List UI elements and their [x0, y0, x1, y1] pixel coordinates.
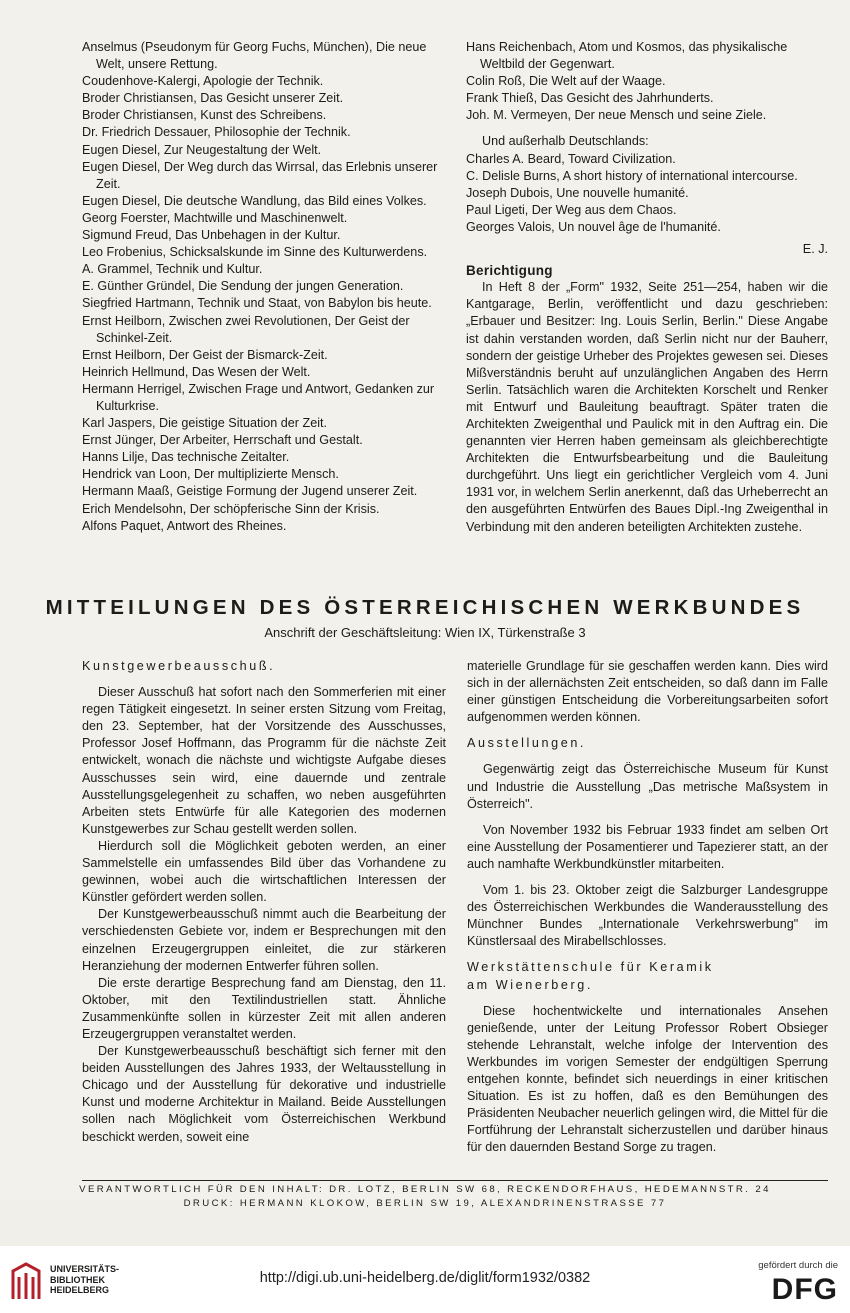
reference-item: Ernst Jünger, Der Arbeiter, Herrschaft und Gestalt. — [82, 433, 363, 448]
article-left-column — [82, 658, 446, 1146]
reference-item: Joh. M. Vermeyen, Der neue Mensch und seine Ziele. — [466, 108, 767, 123]
dfg-logo: DFG — [771, 1273, 838, 1306]
reference-item: Georg Foerster, Machtwille und Maschinenwelt. — [82, 210, 348, 225]
section-title: MITTEILUNGEN DES ÖSTERREICHISCHEN WERKBUNDES — [45, 596, 805, 619]
reference-item: Karl Jaspers, Die geistige Situation der Zeit. — [82, 416, 327, 431]
footer-rule — [82, 1180, 828, 1181]
reference-item: Heinrich Hellmund, Das Wesen der Welt. — [82, 364, 311, 379]
reference-item: Ernst Heilborn, Der Geist der Bismarck-Zeit. — [82, 347, 328, 362]
paragraph: Die erste derartige Besprechung fand am Dienstag, den 11. Oktober, mit den Textilindustriellen statt. Ähnliche Zusammenkünfte sollen in kürzester Zeit mit allen anderen Erzeugergruppen veranstaltet werden. — [82, 975, 446, 1041]
reference-item: Charles A. Beard, Toward Civilization. — [466, 151, 676, 166]
reference-item: E. Günther Gründel, Die Sendung der jungen Generation. — [82, 279, 404, 294]
imprint-line: VERANTWORTLICH FÜR DEN INHALT: DR. LOTZ, BERLIN SW 68, RECKENDORFHAUS, HEDEMANNSTR. 24 — [79, 1184, 771, 1195]
reference-item: Eugen Diesel, Die deutsche Wandlung, das Bild eines Volkes. — [82, 193, 427, 208]
reference-item: Alfons Paquet, Antwort des Rheines. — [82, 518, 287, 533]
reference-list-left — [82, 39, 445, 535]
reference-item: Hans Reichenbach, Atom und Kosmos, das physikalische Weltbild der Gegenwart. — [466, 40, 788, 72]
funding-caption: gefördert durch die — [758, 1260, 838, 1271]
article-right-column — [467, 658, 828, 1156]
paragraph: Der Kunstgewerbeausschuß nimmt auch die Bearbeitung der verschiedensten Gebiete vor, indem er Besprechungen mit den einzelnen Erzeugergruppen einleitet, die zur stärkeren Heranziehung der modernen Entwerfer führen sollen. — [82, 907, 446, 973]
print-line: DRUCK: HERMANN KLOKOW, BERLIN SW 19, ALEXANDRINENSTRASSE 77 — [183, 1198, 667, 1209]
reference-item: Hermann Maaß, Geistige Formung der Jugend unserer Zeit. — [82, 484, 418, 499]
reference-item: Erich Mendelsohn, Der schöpferische Sinn der Krisis. — [82, 501, 380, 516]
reference-list-right — [466, 39, 828, 536]
paragraph: Diese hochentwickelte und internationales Ansehen genießende, unter der Leitung Professor Robert Obsieger stehende Lehranstalt, welche infolge der Intervention des Werkbundes im vorigen Semester der endgültigen Sperrung entgehen konnte, befindet sich neuerdings in einer kritischen Situation. Es ist zu hoffen, daß es den Bemühungen des Präsidenten Neubacher neuerlich gelingen wird, die Mittel für die Fortführung der Lehranstalt sicherzustellen und darüber hinaus für den dauernden Bestand Sorge zu tragen. — [467, 1003, 828, 1155]
reference-item: C. Delisle Burns, A short history of international intercourse. — [466, 168, 798, 183]
section-address: Anschrift der Geschäftsleitung: Wien IX, Türkenstraße 3 — [264, 625, 586, 640]
reference-item: Coudenhove-Kalergi, Apologie der Technik. — [82, 74, 324, 89]
correction-heading: Berichtigung — [466, 263, 553, 279]
reference-item: Paul Ligeti, Der Weg aus dem Chaos. — [466, 202, 677, 217]
reference-item: Leo Frobenius, Schicksalskunde im Sinne des Kulturwerdens. — [82, 245, 428, 260]
reference-item: Hermann Herrigel, Zwischen Frage und Antwort, Gedanken zur Kulturkrise. — [82, 381, 435, 413]
reference-item: Georges Valois, Un nouvel âge de l'humanité. — [466, 219, 721, 234]
author-initials: E. J. — [802, 242, 828, 257]
paragraph: Von November 1932 bis Februar 1933 findet am selben Ort eine Ausstellung der Posamentierer und Tapezierer statt, an der auch namhafte Werkbundkünstler mitarbeiten. — [467, 822, 828, 871]
school-heading-line-2: am Wienerberg. — [467, 977, 593, 992]
paragraph: Der Kunstgewerbeausschuß beschäftigt sich ferner mit den beiden Ausstellungen des Jahres 1933, der Weltausstellung in Chicago und der Ausstellung für dekorative und industrielle Kunst und moderne Architektur in Mailand. Beide Ausstellungen sollen nach Möglichkeit vom Österreichischen Werkbund beschickt werden, soweit eine — [82, 1044, 446, 1144]
reference-item: Ernst Heilborn, Zwischen zwei Revolutionen, Der Geist der Schinkel-Zeit. — [82, 313, 410, 345]
paragraph: Dieser Ausschuß hat sofort nach den Sommerferien mit einer regen Tätigkeit eingesetzt. In seiner ersten Sitzung vom Freitag, den 23. September, hat der Vorsitzende des Ausschusses, Professor Josef Hoffmann, das Programm für die nächste Zeit entwickelt, wonach die nächste und wichtigste Aufgabe dieses Ausschusses sein wird, eine dauernde und zentrale Ausstellungsgelegenheit zu schaffen, wo neben ausgeführten Arbeiten stets Entwürfe für alle Kategorien des modernen Kunstgewerbes zur Schau gestellt werden sollen. — [82, 685, 446, 836]
reference-item: Frank Thieß, Das Gesicht des Jahrhunderts. — [466, 91, 714, 106]
paragraph: materielle Grundlage für sie geschaffen werden kann. Dies wird sich in der allernächsten Zeit entscheiden, so daß dann im Falle einer günstigen Entscheidung die Vorbereitungsarbeiten sofort aufgenommen werden können. — [467, 659, 828, 725]
committee-heading: Kunstgewerbeausschuß. — [82, 659, 276, 673]
reference-item: Hendrick van Loon, Der multiplizierte Mensch. — [82, 467, 339, 482]
paragraph: Vom 1. bis 23. Oktober zeigt die Salzburger Landesgruppe des Österreichischen Werkbundes die Wanderausstellung des Münchner Bundes „Internationale Verkehrswerbung" im Künstlersaal des Mirabellschlosses. — [467, 883, 828, 949]
reference-item: Colin Roß, Die Welt auf der Waage. — [466, 74, 666, 89]
library-name-line: BIBLIOTHEK — [50, 1274, 105, 1285]
reference-item: Siegfried Hartmann, Technik und Staat, von Babylon bis heute. — [82, 296, 432, 311]
paragraph: Gegenwärtig zeigt das Österreichische Museum für Kunst und Industrie die Ausstellung „Das metrische Maßsystem in Österreich". — [467, 762, 828, 811]
library-name-line: UNIVERSITÄTS- — [50, 1264, 120, 1274]
reference-item: Broder Christiansen, Kunst des Schreibens. — [82, 108, 327, 123]
reference-item: Joseph Dubois, Une nouvelle humanité. — [466, 185, 689, 200]
reference-item: Broder Christiansen, Das Gesicht unserer Zeit. — [82, 91, 344, 106]
reference-item: A. Grammel, Technik und Kultur. — [82, 262, 263, 277]
correction-text: In Heft 8 der „Form" 1932, Seite 251—254, haben wir die Kantgarage, Berlin, veröffentlicht und dazu geschrieben: „Erbauer und Besitzer: Ing. Louis Serlin, Berlin." Diese Angabe ist dahin verstanden worden, daß Serlin nicht nur der Bauherr, sondern der geistige Urheber des Projektes gewesen sei. Dieses Mißverständnis beruht auf unzulänglichen Angaben des Herrn Serlin. Tatsächlich waren die Architekten Korschelt und Renker mit Entwurf und Bauleitung beauftragt. Später traten die Architekten Zweigenthal und Paulick mit in den Auftrag ein. Die genannten vier Herren haben gemeinsam als gleichberechtigte Architekten die Entwurfsbearbeitung und die Bauleitung durchgeführt. Uns liegt ein gerichtlicher Vergleich vom 4. Juni 1931 vor, in welchem Serlin anerkennt, daß das Urheberrecht an den ausgeführten Entwürfen des Baues Dipl.-Ing Zweigenthal in Verbindung mit den anderen beteiligten Architekten zustehe. — [466, 280, 828, 534]
reference-item: Anselmus (Pseudonym für Georg Fuchs, München), Die neue Welt, unsere Rettung. — [82, 40, 427, 72]
paragraph: Hierdurch soll die Möglichkeit geboten werden, an einer Sammelstelle ein umfassendes Bild über das Vorhandene zu gewinnen, wobei auch die wirtschaftlichen Interessen der Künstler gefördert werden sollen. — [82, 838, 446, 905]
abroad-heading: Und außerhalb Deutschlands: — [482, 134, 649, 149]
reference-item: Hanns Lilje, Das technische Zeitalter. — [82, 450, 290, 465]
reference-item: Eugen Diesel, Der Weg durch das Wirrsal, das Erlebnis unserer Zeit. — [82, 159, 438, 191]
source-url[interactable]: http://digi.ub.uni-heidelberg.de/diglit/form1932/0382 — [259, 1270, 591, 1286]
reference-item: Sigmund Freud, Das Unbehagen in der Kultur. — [82, 228, 341, 243]
reference-item: Eugen Diesel, Zur Neugestaltung der Welt. — [82, 142, 322, 157]
library-name-line: HEIDELBERG — [50, 1285, 110, 1295]
reference-item: Dr. Friedrich Dessauer, Philosophie der Technik. — [82, 125, 351, 140]
school-heading: Werkstättenschule für Keramik — [467, 960, 714, 975]
exhibitions-heading: Ausstellungen. — [467, 736, 587, 751]
